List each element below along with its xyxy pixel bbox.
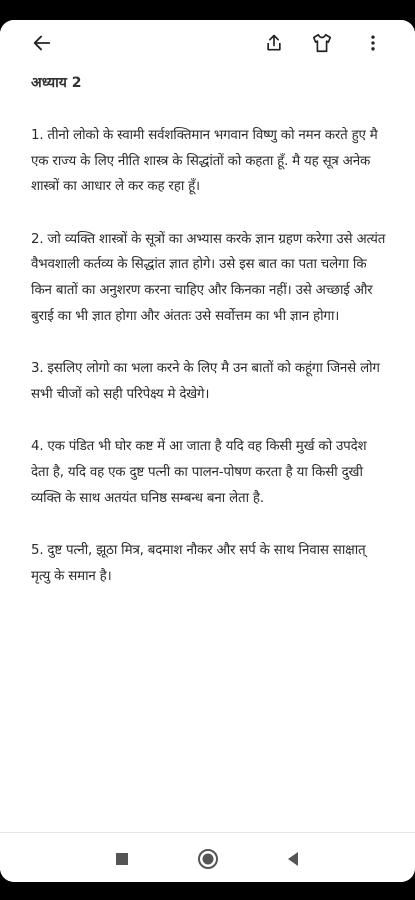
verse-paragraph: 4. एक पंडित भी घोर कष्ट में आ जाता है यदि वह किसी मुर्ख को उपदेश देता है, यदि वह एक दुष्ट पत्नी का पालन-पोषण करता है या किसी दुखी व्यक्ति के साथ अतयंत घनिष्ठ सम्बन्ध बना लेता है. [31,439,367,506]
back-button[interactable] [26,27,58,59]
share-button[interactable] [258,27,290,59]
app-bar [0,20,415,64]
theme-button[interactable] [306,27,338,59]
bottom-bezel [0,882,415,900]
status-bar [0,0,415,20]
circle-home-icon [197,848,219,870]
more-options-button[interactable] [357,27,389,59]
verse-paragraph: 2. जो व्यक्ति शास्त्रों के सूत्रों का अभ्यास करके ज्ञान ग्रहण करेगा उसे अत्यंत वैभवशाली कर्तव्य के सिद्धांत ज्ञात होगे। उसे इस बात का पता चलेगा कि किन बातों का अनुशरण करना चाहिए और किनका नहीं। उसे अच्छाई और बुराई का भी ज्ञात होगा और अंततः उसे सर्वोत्तम का भी ज्ञान होगा। [31,231,386,324]
chapter-title: अध्याय 2 [31,75,82,91]
system-back-button[interactable] [281,847,305,871]
recents-button[interactable] [110,847,134,871]
verse-paragraph: 5. दुष्ट पत्नी, झूठा मित्र, बदमाश नौकर और सर्प के साथ निवास साक्षात् मृत्यु के समान है। [31,543,366,584]
system-navigation-bar [0,832,415,882]
tshirt-icon [311,32,333,54]
home-button[interactable] [196,847,220,871]
share-icon [264,33,284,53]
square-recents-icon [115,852,129,866]
triangle-back-icon [286,851,300,867]
reader-screen [0,20,415,882]
chapter-content [31,68,387,589]
more-vertical-icon [363,33,383,53]
verse-paragraph: 1. तीनो लोको के स्वामी सर्वशक्तिमान भगवान विष्णु को नमन करते हुए मै एक राज्य के लिए नीति शास्त्र के सिद्धांतों को कहता हूँ. मै यह सूत्र अनेक शास्त्रों का आधार ले कर कह रहा हूँ। [31,128,378,195]
arrow-left-icon [31,32,53,54]
verse-paragraph: 3. इसलिए लोगो का भला करने के लिए मै उन बातों को कहूंगा जिनसे लोग सभी चीजों को सही परिपेक्ष्य मे देखेगे। [31,361,380,402]
